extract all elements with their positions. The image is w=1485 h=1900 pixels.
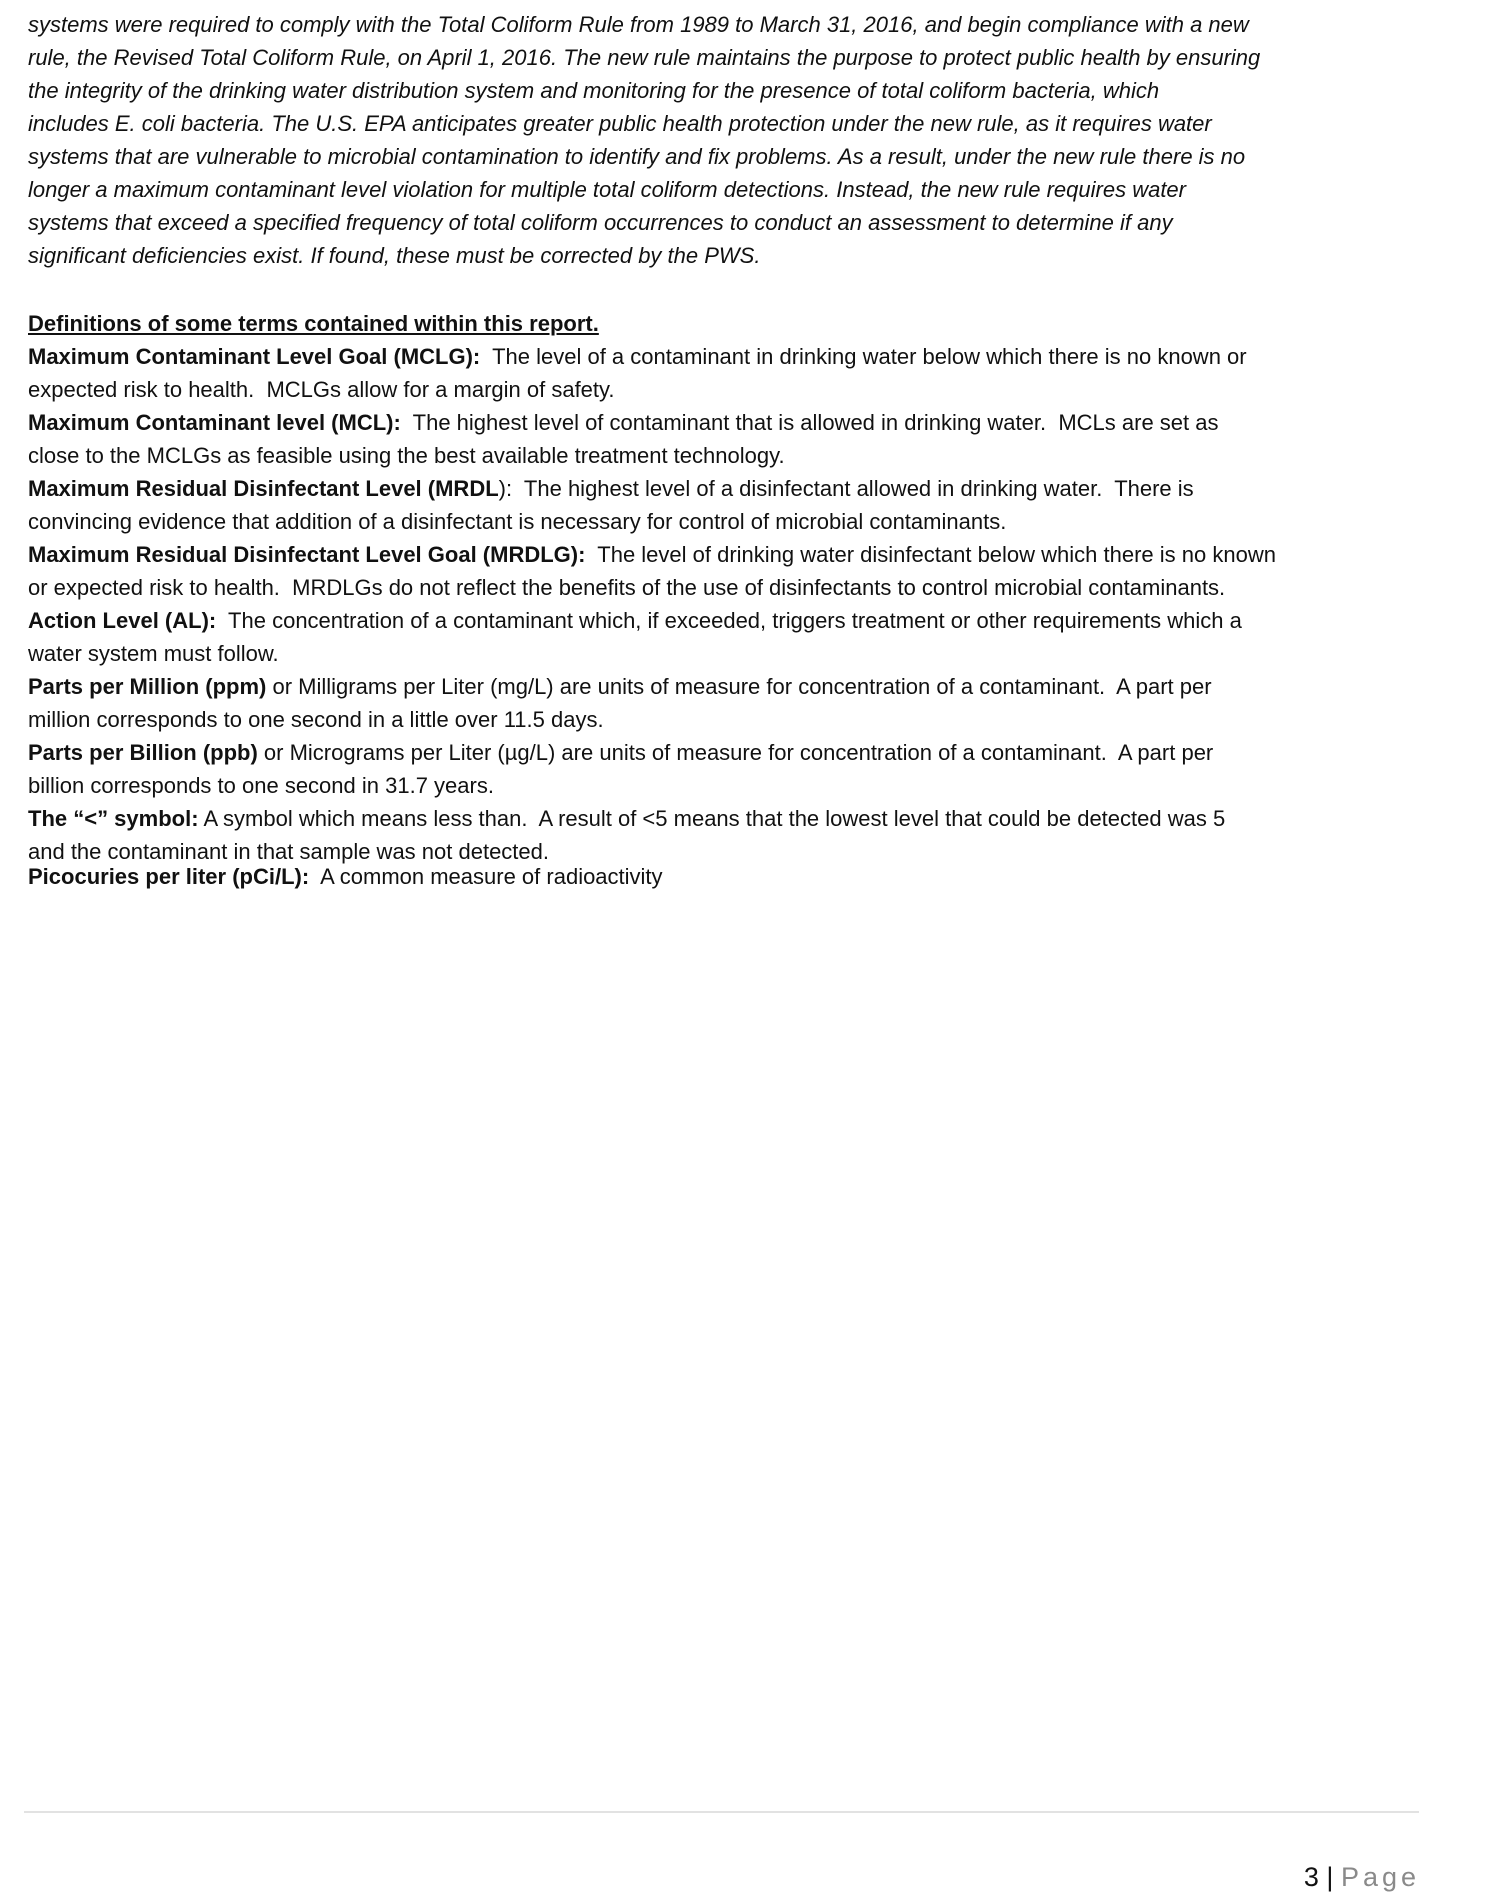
page-separator: |: [1318, 1862, 1341, 1892]
definition-text: or Milligrams per Liter (mg/L) are units of measure for concentration of a contaminant. A part per: [266, 674, 1212, 699]
definition-text: The highest level of contaminant that is allowed in drinking water. MCLs are set as: [400, 410, 1219, 435]
definition-text: expected risk to health. MCLGs allow for a margin of safety.: [28, 377, 615, 402]
intro-line: rule, the Revised Total Coliform Rule, on April 1, 2016. The new rule maintains the purpose to protect public health by ensuring: [28, 45, 1261, 70]
footer-divider: [24, 1811, 1419, 1813]
definition-line: [28, 802, 1276, 835]
page-number: 3: [1303, 1862, 1319, 1892]
page-number-footer: [1304, 1860, 1420, 1894]
definition-term: Maximum Contaminant level (MCL):: [28, 410, 401, 435]
definition-line: [28, 604, 1276, 637]
definition-term: Parts per Billion (ppb): [28, 740, 258, 765]
definition-line: [28, 472, 1276, 505]
intro-line: systems that exceed a specified frequency of total coliform occurrences to conduct an assessment to determine if any: [28, 210, 1173, 235]
definition-text: The level of a contaminant in drinking water below which there is no known or: [480, 344, 1247, 369]
definition-term: Maximum Residual Disinfectant Level (MRDL: [28, 476, 499, 501]
definition-text: billion corresponds to one second in 31.7 years.: [28, 773, 494, 798]
definition-line: [28, 736, 1276, 769]
definitions-heading: Definitions of some terms contained within this report.: [28, 311, 599, 336]
definition-text: convincing evidence that addition of a disinfectant is necessary for control of microbial contaminants.: [28, 509, 1007, 534]
definition-text: million corresponds to one second in a little over 11.5 days.: [28, 707, 604, 732]
definition-text: close to the MCLGs as feasible using the best available treatment technology.: [28, 443, 785, 468]
definition-line: [28, 505, 1276, 538]
definition-line: [28, 340, 1276, 373]
definition-text: The concentration of a contaminant which, if exceeded, triggers treatment or other requirements which a: [216, 608, 1242, 633]
intro-line: longer a maximum contaminant level violation for multiple total coliform detections. Instead, the new rule requires water: [28, 177, 1186, 202]
definition-text: The level of drinking water disinfectant below which there is no known: [585, 542, 1276, 567]
intro-line: includes E. coli bacteria. The U.S. EPA anticipates greater public health protection under the new rule, as it requires water: [28, 111, 1212, 136]
definitions-section: [28, 307, 1276, 893]
definition-text: A common measure of radioactivity: [309, 864, 663, 889]
definition-text: A symbol which means less than. A result of <5 means that the lowest level that could be detected was 5: [198, 806, 1226, 831]
definition-text: or Micrograms per Liter (µg/L) are units of measure for concentration of a contaminant. A part per: [257, 740, 1214, 765]
definition-line: [28, 406, 1276, 439]
definition-line: [28, 769, 1276, 802]
definition-term: Action Level (AL):: [28, 608, 217, 633]
definition-term: Maximum Residual Disinfectant Level Goal (MRDLG):: [28, 542, 586, 567]
intro-paragraph: [28, 8, 1260, 272]
definition-term: Picocuries per liter (pCi/L):: [28, 864, 310, 889]
definition-line: [28, 860, 1276, 893]
definition-text: water system must follow.: [28, 641, 279, 666]
definition-line: [28, 703, 1276, 736]
definition-line: [28, 439, 1276, 472]
intro-line: the integrity of the drinking water distribution system and monitoring for the presence of total coliform bacteria, which: [28, 78, 1160, 103]
definition-line: [28, 538, 1276, 571]
definition-text: and the contaminant in that sample was not detected.: [28, 839, 549, 864]
definition-line: [28, 373, 1276, 406]
intro-line: systems were required to comply with the Total Coliform Rule from 1989 to March 31, 2016, and begin compliance with a new: [28, 12, 1249, 37]
definition-term: Maximum Contaminant Level Goal (MCLG):: [28, 344, 481, 369]
page-label: Page: [1340, 1862, 1420, 1892]
definition-term: The “<” symbol:: [28, 806, 199, 831]
definition-text: ): The highest level of a disinfectant allowed in drinking water. There is: [498, 476, 1194, 501]
intro-line: significant deficiencies exist. If found, these must be corrected by the PWS.: [28, 243, 761, 268]
intro-line: systems that are vulnerable to microbial contamination to identify and fix problems. As a result, under the new rule there is no: [28, 144, 1246, 169]
definition-text: or expected risk to health. MRDLGs do not reflect the benefits of the use of disinfectants to control microbial contaminants.: [28, 575, 1226, 600]
definition-term: Parts per Million (ppm): [28, 674, 267, 699]
definition-line: [28, 571, 1276, 604]
definition-line: [28, 670, 1276, 703]
definition-line: [28, 637, 1276, 670]
